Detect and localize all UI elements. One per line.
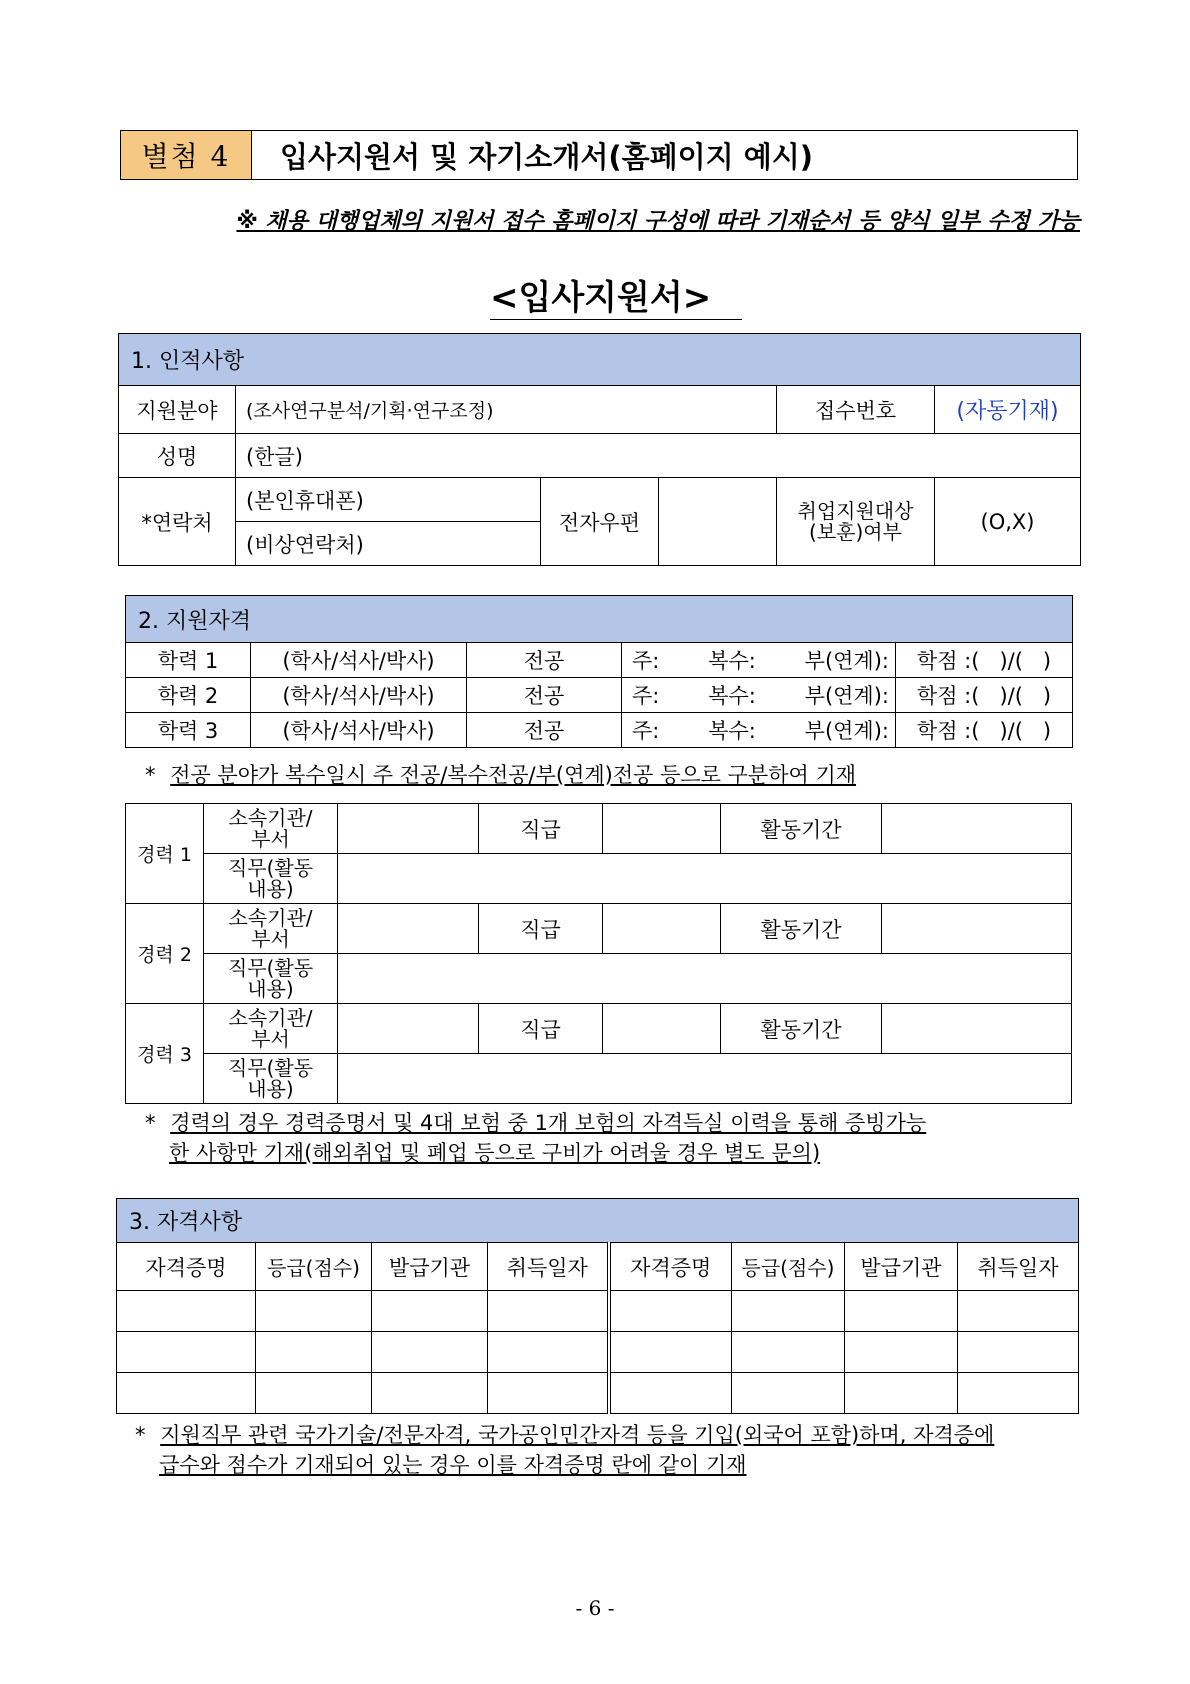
col-issuer: 발급기관 xyxy=(372,1243,488,1291)
duty-label: 직무(활동 내용) xyxy=(204,854,338,904)
major-value[interactable] xyxy=(622,678,896,713)
contact-label: *연락처 xyxy=(119,478,236,566)
major-main: 주: xyxy=(632,684,660,708)
table-row xyxy=(117,1332,1079,1373)
certificate-header-row xyxy=(117,1243,1079,1291)
education-label: 학력 2 xyxy=(126,678,251,713)
duty-value[interactable] xyxy=(338,1054,1072,1104)
major-label: 전공 xyxy=(467,643,622,678)
major-main: 주: xyxy=(632,649,660,673)
cell[interactable] xyxy=(609,1373,732,1414)
career-label: 경력 3 xyxy=(126,1004,204,1104)
cell[interactable] xyxy=(372,1332,488,1373)
certificate-note-line1: 지원직무 관련 국가기술/전문자격, 국가공인민간자격 등을 기입(외국어 포함)하며, 자격증에 xyxy=(160,1423,995,1447)
cell[interactable] xyxy=(845,1373,958,1414)
receipt-label: 접수번호 xyxy=(777,386,935,434)
col-cert-name: 자격증명 xyxy=(117,1243,256,1291)
cell[interactable] xyxy=(958,1332,1079,1373)
personal-info-table xyxy=(118,333,1081,566)
education-row xyxy=(126,643,1073,678)
cell[interactable] xyxy=(488,1291,609,1332)
cell[interactable] xyxy=(256,1373,372,1414)
career-note-line1: 경력의 경우 경력증명서 및 4대 보험 중 1개 보험의 자격득실 이력을 통해 증빙가능 xyxy=(170,1111,927,1135)
cell[interactable] xyxy=(845,1291,958,1332)
page-number: - 6 - xyxy=(575,1596,615,1620)
col-date: 취득일자 xyxy=(488,1243,609,1291)
cell[interactable] xyxy=(958,1373,1079,1414)
certificate-note-line2: 급수와 점수가 기재되어 있는 경우 이를 자격증명 란에 같이 기재 xyxy=(159,1453,747,1477)
major-minor: 부(연계): xyxy=(804,719,889,743)
employment-support-value[interactable]: (O,X) xyxy=(935,478,1081,566)
name-value[interactable]: (한글) xyxy=(236,434,1081,478)
duty-label: 직무(활동 내용) xyxy=(204,1054,338,1104)
education-row xyxy=(126,713,1073,748)
career-label: 경력 1 xyxy=(126,804,204,904)
attachment-badge: 별첨 4 xyxy=(121,131,252,180)
emergency-value[interactable]: (비상연락처) xyxy=(236,522,541,566)
section-3-title: 3. 자격사항 xyxy=(117,1199,1079,1243)
education-label: 학력 1 xyxy=(126,643,251,678)
rank-value[interactable] xyxy=(603,804,721,854)
degree-value[interactable]: (학사/석사/박사) xyxy=(251,643,467,678)
col-cert-name: 자격증명 xyxy=(609,1243,732,1291)
col-grade: 등급(점수) xyxy=(732,1243,845,1291)
table-row xyxy=(117,1373,1079,1414)
rank-label: 직급 xyxy=(479,904,603,954)
col-grade: 등급(점수) xyxy=(256,1243,372,1291)
mobile-value[interactable]: (본인휴대폰) xyxy=(236,478,541,522)
period-value[interactable] xyxy=(882,904,1072,954)
period-label: 활동기간 xyxy=(721,904,882,954)
major-double: 복수: xyxy=(708,649,756,673)
cell[interactable] xyxy=(609,1291,732,1332)
major-label: 전공 xyxy=(467,713,622,748)
career-label: 경력 2 xyxy=(126,904,204,1004)
section-2-title: 2. 지원자격 xyxy=(126,596,1073,643)
cell[interactable] xyxy=(488,1332,609,1373)
certificate-note xyxy=(135,1420,1085,1480)
rank-label: 직급 xyxy=(479,804,603,854)
cell[interactable] xyxy=(117,1332,256,1373)
cell[interactable] xyxy=(732,1291,845,1332)
rank-value[interactable] xyxy=(603,904,721,954)
cell[interactable] xyxy=(609,1332,732,1373)
table-row xyxy=(117,1291,1079,1332)
field-label: 지원분야 xyxy=(119,386,236,434)
cell[interactable] xyxy=(117,1373,256,1414)
org-value[interactable] xyxy=(338,804,479,854)
format-notice: ※ 채용 대행업체의 지원서 접수 홈페이지 구성에 따라 기재순서 등 양식 일부 수정 가능 xyxy=(236,209,1080,234)
education-note-text: 전공 분야가 복수일시 주 전공/복수전공/부(연계)전공 등으로 구분하여 기재 xyxy=(170,763,857,787)
gpa-value[interactable]: 학점 :( )/( ) xyxy=(896,678,1073,713)
major-minor: 부(연계): xyxy=(804,649,889,673)
note-mark: * xyxy=(135,1423,146,1447)
period-value[interactable] xyxy=(882,804,1072,854)
career-row xyxy=(126,1004,1072,1054)
name-label: 성명 xyxy=(119,434,236,478)
receipt-value: (자동기재) xyxy=(935,386,1081,434)
major-double: 복수: xyxy=(708,684,756,708)
field-value[interactable]: (조사연구분석/기획·연구조정) xyxy=(236,386,777,434)
rank-label: 직급 xyxy=(479,1004,603,1054)
note-mark: * xyxy=(145,1111,156,1135)
note-mark: * xyxy=(145,763,156,787)
major-value[interactable] xyxy=(622,643,896,678)
cell[interactable] xyxy=(372,1291,488,1332)
gpa-value[interactable]: 학점 :( )/( ) xyxy=(896,643,1073,678)
cell[interactable] xyxy=(845,1332,958,1373)
org-label: 소속기관/ 부서 xyxy=(204,804,338,854)
career-table xyxy=(125,803,1072,1104)
education-label: 학력 3 xyxy=(126,713,251,748)
career-row xyxy=(126,804,1072,854)
cell[interactable] xyxy=(256,1291,372,1332)
section-1-title: 1. 인적사항 xyxy=(119,334,1081,386)
attachment-header xyxy=(120,130,1078,180)
degree-value[interactable]: (학사/석사/박사) xyxy=(251,678,467,713)
cell[interactable] xyxy=(732,1373,845,1414)
employment-support-label: 취업지원대상 (보훈)여부 xyxy=(777,478,935,566)
cell[interactable] xyxy=(958,1291,1079,1332)
org-label: 소속기관/ 부서 xyxy=(204,904,338,954)
degree-value[interactable]: (학사/석사/박사) xyxy=(251,713,467,748)
period-label: 활동기간 xyxy=(721,804,882,854)
major-double: 복수: xyxy=(708,719,756,743)
form-title: <입사지원서> xyxy=(490,270,742,320)
career-note-line2: 한 사항만 기재(해외취업 및 폐업 등으로 구비가 어려울 경우 별도 문의) xyxy=(169,1141,821,1165)
certificate-table xyxy=(116,1198,1079,1414)
org-label: 소속기관/ 부서 xyxy=(204,1004,338,1054)
major-label: 전공 xyxy=(467,678,622,713)
duty-value[interactable] xyxy=(338,854,1072,904)
col-issuer: 발급기관 xyxy=(845,1243,958,1291)
career-note xyxy=(145,1108,1085,1168)
cell[interactable] xyxy=(117,1291,256,1332)
period-value[interactable] xyxy=(882,1004,1072,1054)
qualification-table xyxy=(125,595,1073,748)
cell[interactable] xyxy=(372,1373,488,1414)
org-value[interactable] xyxy=(338,904,479,954)
org-value[interactable] xyxy=(338,1004,479,1054)
major-main: 주: xyxy=(632,719,660,743)
major-minor: 부(연계): xyxy=(804,684,889,708)
attachment-title: 입사지원서 및 자기소개서(홈페이지 예시) xyxy=(252,131,1078,180)
major-value[interactable] xyxy=(622,713,896,748)
cell[interactable] xyxy=(256,1332,372,1373)
education-row xyxy=(126,678,1073,713)
cell[interactable] xyxy=(732,1332,845,1373)
email-value[interactable] xyxy=(659,478,777,566)
duty-label: 직무(활동 내용) xyxy=(204,954,338,1004)
duty-value[interactable] xyxy=(338,954,1072,1004)
col-date: 취득일자 xyxy=(958,1243,1079,1291)
email-label: 전자우편 xyxy=(541,478,659,566)
gpa-value[interactable]: 학점 :( )/( ) xyxy=(896,713,1073,748)
education-note xyxy=(145,760,856,790)
cell[interactable] xyxy=(488,1373,609,1414)
period-label: 활동기간 xyxy=(721,1004,882,1054)
rank-value[interactable] xyxy=(603,1004,721,1054)
career-row xyxy=(126,904,1072,954)
